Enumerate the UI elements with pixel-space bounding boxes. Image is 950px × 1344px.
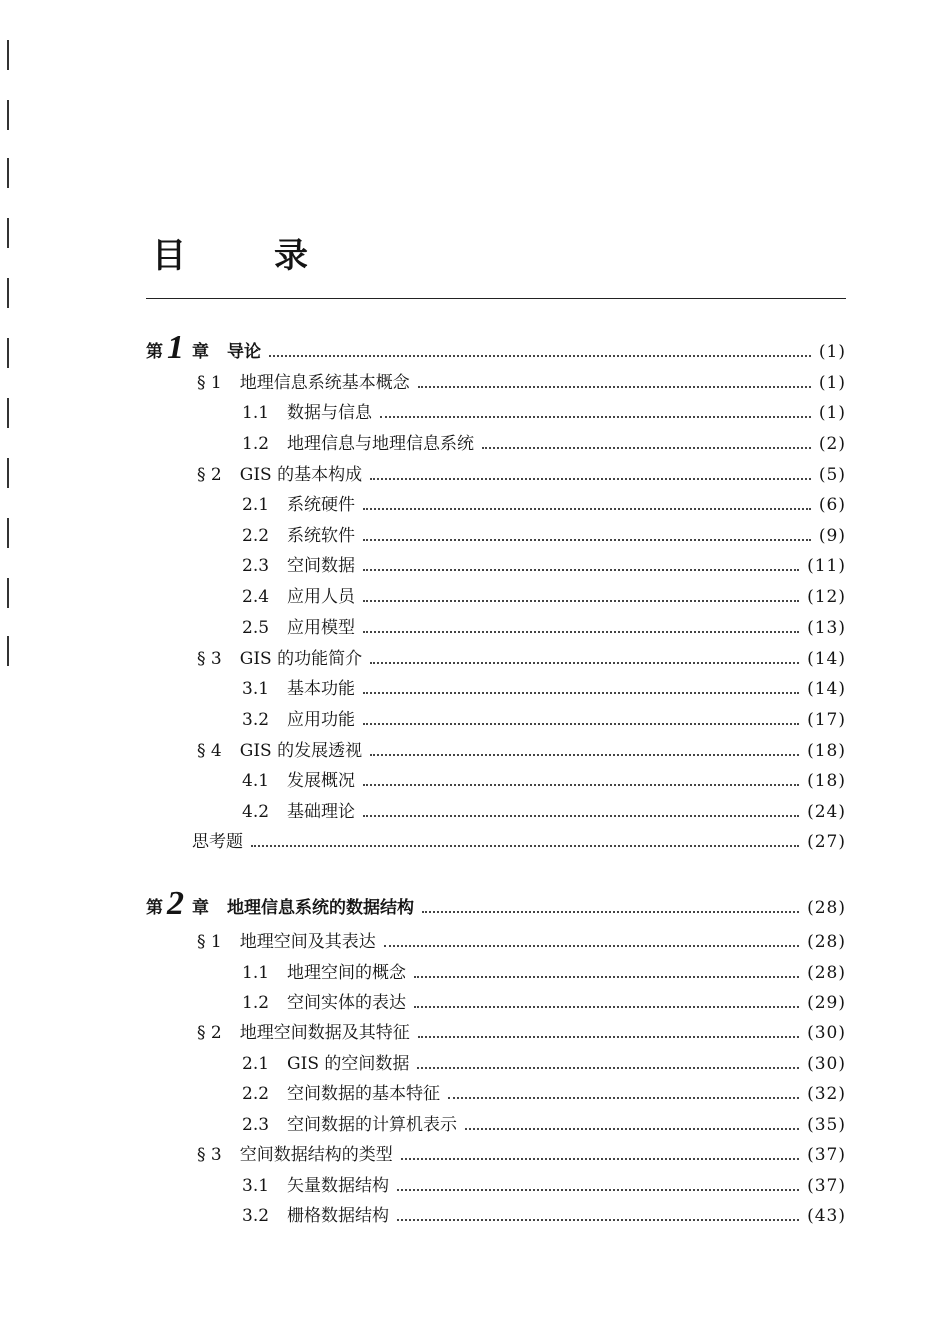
subsection-entry	[242, 613, 846, 639]
entry-title: 应用人员	[287, 587, 356, 607]
dot-leader	[363, 723, 799, 725]
section-entry	[197, 644, 846, 670]
entry-number: § 3	[197, 1145, 222, 1165]
entry-number: 2.5	[242, 618, 270, 638]
page-number: (32)	[807, 1084, 846, 1104]
page-number: (28)	[807, 898, 846, 918]
entry-number: 1.2	[242, 993, 270, 1013]
entry-number: 4.1	[242, 771, 270, 791]
chapter-number: 2	[167, 885, 184, 922]
chapter-prefix	[146, 885, 209, 922]
entry-number: 4.2	[242, 802, 270, 822]
entry-title: GIS 的发展透视	[239, 741, 363, 761]
entry-title: 系统软件	[287, 526, 356, 546]
dot-leader	[414, 976, 799, 978]
entry-title: 空间实体的表达	[287, 993, 407, 1013]
entry-title: 导论	[227, 342, 261, 362]
entry-title: 地理信息系统的数据结构	[227, 898, 414, 918]
subsection-entry	[242, 398, 846, 424]
dot-leader	[269, 355, 811, 357]
page-number: (18)	[807, 771, 846, 791]
entry-title: 基本功能	[287, 679, 356, 699]
subsection-entry	[242, 958, 846, 984]
section-entry	[197, 1140, 846, 1166]
chapter-number: 1	[167, 329, 184, 366]
dot-leader	[380, 416, 811, 418]
chapter-entry	[146, 329, 846, 366]
entry-number: § 2	[197, 465, 222, 485]
page-number: (27)	[807, 832, 846, 852]
entry-number: § 1	[197, 932, 222, 952]
dot-leader	[397, 1219, 799, 1221]
page-number: (12)	[807, 587, 846, 607]
entry-title: 地理空间及其表达	[239, 932, 376, 952]
entry-title: 地理信息系统基本概念	[239, 373, 410, 393]
entry-number: § 1	[197, 373, 222, 393]
dot-leader	[465, 1128, 799, 1130]
entry-title: 矢量数据结构	[287, 1176, 390, 1196]
subsection-entry	[242, 1171, 846, 1197]
entry-title: GIS 的空间数据	[287, 1054, 410, 1074]
dot-leader	[370, 754, 799, 756]
page-number: (24)	[807, 802, 846, 822]
entry-title: 空间数据结构的类型	[239, 1145, 393, 1165]
dot-leader	[422, 911, 799, 913]
entry-title: GIS 的功能简介	[239, 649, 363, 669]
entry-title: 基础理论	[287, 802, 356, 822]
dot-leader	[370, 662, 799, 664]
page-number: (29)	[807, 993, 846, 1013]
entry-number: 2.2	[242, 526, 270, 546]
entry-title: 思考题	[192, 832, 243, 852]
page-number: (17)	[807, 710, 846, 730]
section-entry	[197, 368, 846, 394]
questions-entry	[192, 827, 846, 853]
entry-title: GIS 的基本构成	[239, 465, 363, 485]
entry-title: 地理空间的概念	[287, 963, 407, 983]
section-entry	[197, 736, 846, 762]
page-number: (1)	[818, 342, 846, 362]
page-number: (28)	[807, 932, 846, 952]
dot-leader	[370, 478, 811, 480]
title-char-1: 目	[152, 236, 188, 276]
dot-leader	[401, 1158, 799, 1160]
entry-number: § 4	[197, 741, 222, 761]
dot-leader	[363, 539, 811, 541]
entry-number: 3.1	[242, 679, 270, 699]
dot-leader	[363, 600, 799, 602]
entry-number: 3.2	[242, 1206, 270, 1226]
page-number: (2)	[818, 434, 846, 454]
section-entry	[197, 927, 846, 953]
entry-title: 应用模型	[287, 618, 356, 638]
subsection-entry	[242, 521, 846, 547]
entry-number: 2.1	[242, 495, 270, 515]
dot-leader	[251, 845, 799, 847]
chapter-prefix-char: 第	[146, 898, 163, 918]
page-number: (13)	[807, 618, 846, 638]
subsection-entry	[242, 429, 846, 455]
dot-leader	[482, 447, 811, 449]
section-entry	[197, 1018, 846, 1044]
page-number: (28)	[807, 963, 846, 983]
subsection-entry	[242, 988, 846, 1014]
subsection-entry	[242, 674, 846, 700]
dot-leader	[418, 1036, 799, 1038]
subsection-entry	[242, 490, 846, 516]
entry-number: 2.4	[242, 587, 270, 607]
page-number: (5)	[818, 465, 846, 485]
dot-leader	[418, 386, 811, 388]
entry-number: 1.2	[242, 434, 270, 454]
page-number: (18)	[807, 741, 846, 761]
entry-title: 栅格数据结构	[287, 1206, 390, 1226]
chapter-suffix-char: 章	[192, 342, 209, 362]
entry-title: 系统硬件	[287, 495, 356, 515]
entry-title: 发展概况	[287, 771, 356, 791]
page-number: (37)	[807, 1176, 846, 1196]
page-number: (35)	[807, 1115, 846, 1135]
chapter-prefix	[146, 329, 209, 366]
dot-leader	[363, 815, 799, 817]
entry-title: 数据与信息	[287, 403, 373, 423]
page-number: (1)	[818, 403, 846, 423]
dot-leader	[417, 1067, 799, 1069]
page-number: (9)	[818, 526, 846, 546]
page-number: (6)	[818, 495, 846, 515]
page-number: (37)	[807, 1145, 846, 1165]
dot-leader	[384, 945, 799, 947]
entry-number: 2.3	[242, 556, 270, 576]
chapter-prefix-char: 第	[146, 342, 163, 362]
entry-title: 地理信息与地理信息系统	[287, 434, 475, 454]
subsection-entry	[242, 766, 846, 792]
page-number: (14)	[807, 679, 846, 699]
dot-leader	[363, 508, 811, 510]
entry-number: 3.1	[242, 1176, 270, 1196]
page-number: (30)	[807, 1023, 846, 1043]
subsection-entry	[242, 1079, 846, 1105]
entry-number: 2.2	[242, 1084, 270, 1104]
page-number: (1)	[818, 373, 846, 393]
dot-leader	[414, 1006, 799, 1008]
entry-number: 1.1	[242, 963, 270, 983]
dot-leader	[363, 692, 799, 694]
subsection-entry	[242, 797, 846, 823]
entry-title: 空间数据的计算机表示	[287, 1115, 458, 1135]
chapter-suffix-char: 章	[192, 898, 209, 918]
dot-leader	[448, 1097, 799, 1099]
entry-title: 空间数据的基本特征	[287, 1084, 441, 1104]
dot-leader	[363, 784, 799, 786]
subsection-entry	[242, 582, 846, 608]
subsection-entry	[242, 1049, 846, 1075]
chapter-entry	[146, 885, 846, 922]
subsection-entry	[242, 705, 846, 731]
dot-leader	[397, 1189, 799, 1191]
entry-number: § 3	[197, 649, 222, 669]
subsection-entry	[242, 1201, 846, 1227]
entry-number: 3.2	[242, 710, 270, 730]
entry-number: 2.1	[242, 1054, 270, 1074]
entry-number: 1.1	[242, 403, 270, 423]
subsection-entry	[242, 551, 846, 577]
page-number: (30)	[807, 1054, 846, 1074]
page-number: (14)	[807, 649, 846, 669]
entry-title: 应用功能	[287, 710, 356, 730]
title-char-2: 录	[274, 236, 310, 276]
page-number: (11)	[807, 556, 846, 576]
page-number: (43)	[807, 1206, 846, 1226]
dot-leader	[363, 569, 799, 571]
subsection-entry	[242, 1110, 846, 1136]
entry-number: 2.3	[242, 1115, 270, 1135]
entry-title: 地理空间数据及其特征	[239, 1023, 410, 1043]
entry-title: 空间数据	[287, 556, 356, 576]
section-entry	[197, 460, 846, 486]
dot-leader	[363, 631, 799, 633]
entry-number: § 2	[197, 1023, 222, 1043]
